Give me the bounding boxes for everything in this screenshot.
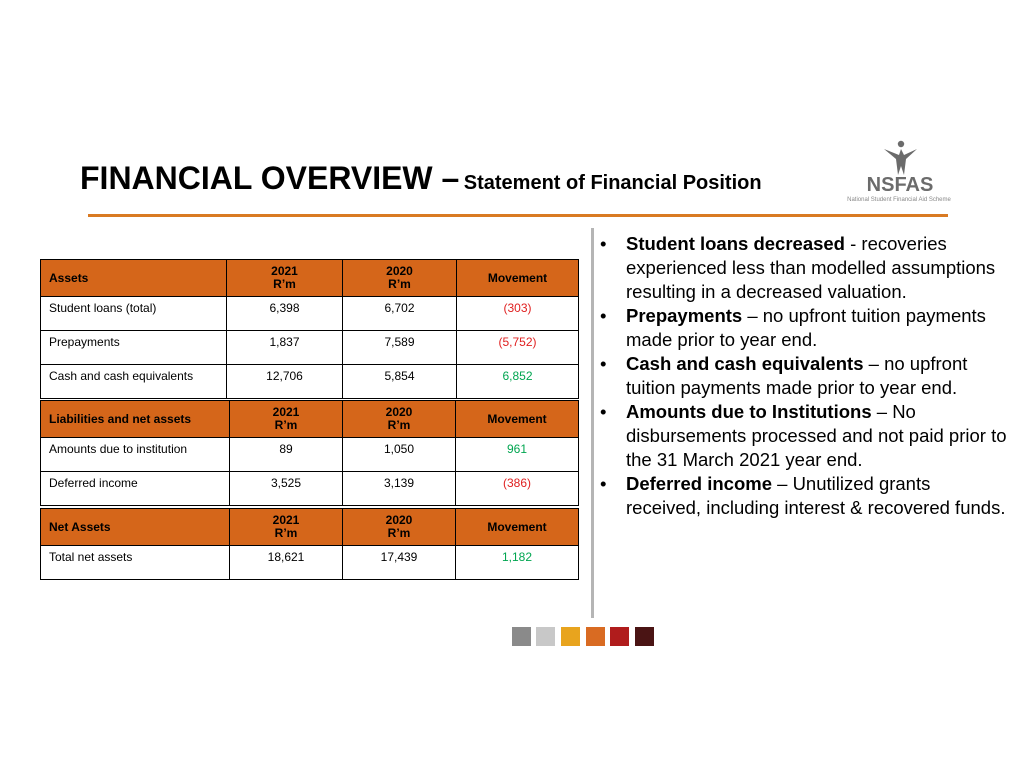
header-2020: 2020 R’m	[343, 260, 457, 297]
value-2020: 5,854	[343, 365, 457, 399]
value-2020: 3,139	[343, 472, 456, 506]
swatch	[635, 627, 654, 646]
row-label: Amounts due to institution	[41, 438, 230, 472]
page-title	[80, 160, 762, 197]
logo-wordmark: NSFAS	[866, 174, 934, 196]
header-2020: 2020 R’m	[343, 509, 456, 546]
header-movement: Movement	[457, 260, 579, 297]
header-net-assets: Net Assets	[41, 509, 230, 546]
value-2020: 17,439	[343, 546, 456, 580]
bullet-text: – no upfront tuition payments made prior to year end.	[626, 305, 986, 350]
bullet-text: – Unutilized grants received, including interest & recovered funds.	[626, 473, 1006, 518]
assets-table	[40, 259, 579, 399]
header-2021: 2021 R’m	[227, 260, 343, 297]
table-header-row	[41, 260, 579, 297]
value-movement: 961	[456, 438, 579, 472]
table-header-row	[41, 401, 579, 438]
header-movement: Movement	[456, 509, 579, 546]
swatch	[610, 627, 629, 646]
list-item	[600, 472, 1010, 520]
table-row	[41, 331, 579, 365]
title-underline	[88, 214, 948, 217]
value-2020: 6,702	[343, 297, 457, 331]
swatch	[561, 627, 580, 646]
bullet-icon: •	[600, 305, 607, 326]
person-icon	[880, 140, 920, 176]
list-item	[600, 304, 1010, 352]
bullet-text: – No disbursements processed and not paid prior to the 31 March 2021 year end.	[626, 401, 1007, 470]
bullet-heading: Student loans decreased	[626, 233, 845, 254]
row-label: Cash and cash equivalents	[41, 365, 227, 399]
logo-tagline: National Student Financial Aid Scheme	[847, 197, 951, 203]
commentary-list	[600, 232, 1010, 520]
swatch	[536, 627, 555, 646]
value-movement: 1,182	[456, 546, 579, 580]
value-movement: (303)	[457, 297, 579, 331]
vertical-divider	[591, 228, 594, 618]
title-subtitle: Statement of Financial Position	[463, 172, 762, 194]
value-2021: 3,525	[230, 472, 343, 506]
value-2020: 1,050	[343, 438, 456, 472]
bullet-heading: Prepayments	[626, 305, 743, 326]
value-2020: 7,589	[343, 331, 457, 365]
net-assets-table	[40, 508, 579, 580]
value-2021: 6,398	[227, 297, 343, 331]
header-2021: 2021 R’m	[230, 509, 343, 546]
bullet-icon: •	[600, 233, 607, 254]
bullet-text: – no upfront tuition payments made prior to year end.	[626, 353, 968, 398]
table-row	[41, 546, 579, 580]
value-2021: 18,621	[230, 546, 343, 580]
bullet-heading: Cash and cash equivalents	[626, 353, 864, 374]
bullet-icon: •	[600, 473, 607, 494]
value-2021: 1,837	[227, 331, 343, 365]
header-2021: 2021 R’m	[230, 401, 343, 438]
swatch	[512, 627, 531, 646]
bullet-heading: Amounts due to Institutions	[626, 401, 872, 422]
row-label: Deferred income	[41, 472, 230, 506]
table-row	[41, 438, 579, 472]
liabilities-table	[40, 400, 579, 506]
bullet-icon: •	[600, 401, 607, 422]
header-liabilities: Liabilities and net assets	[41, 401, 230, 438]
table-row	[41, 365, 579, 399]
bullet-text: - recoveries experienced less than modelled assumptions resulting in a decreased valuation.	[626, 233, 996, 302]
bullet-icon: •	[600, 353, 607, 374]
list-item	[600, 352, 1010, 400]
nsfas-logo	[844, 140, 954, 208]
row-label: Total net assets	[41, 546, 230, 580]
row-label: Prepayments	[41, 331, 227, 365]
value-movement: 6,852	[457, 365, 579, 399]
table-row	[41, 472, 579, 506]
value-2021: 12,706	[227, 365, 343, 399]
header-assets: Assets	[41, 260, 227, 297]
table-header-row	[41, 509, 579, 546]
list-item	[600, 232, 1010, 304]
header-2020: 2020 R’m	[343, 401, 456, 438]
value-2021: 89	[230, 438, 343, 472]
list-item	[600, 400, 1010, 472]
value-movement: (5,752)	[457, 331, 579, 365]
header-movement: Movement	[456, 401, 579, 438]
title-main: FINANCIAL OVERVIEW –	[80, 160, 460, 196]
swatch	[586, 627, 605, 646]
value-movement: (386)	[456, 472, 579, 506]
bullet-heading: Deferred income	[626, 473, 772, 494]
table-row	[41, 297, 579, 331]
row-label: Student loans (total)	[41, 297, 227, 331]
